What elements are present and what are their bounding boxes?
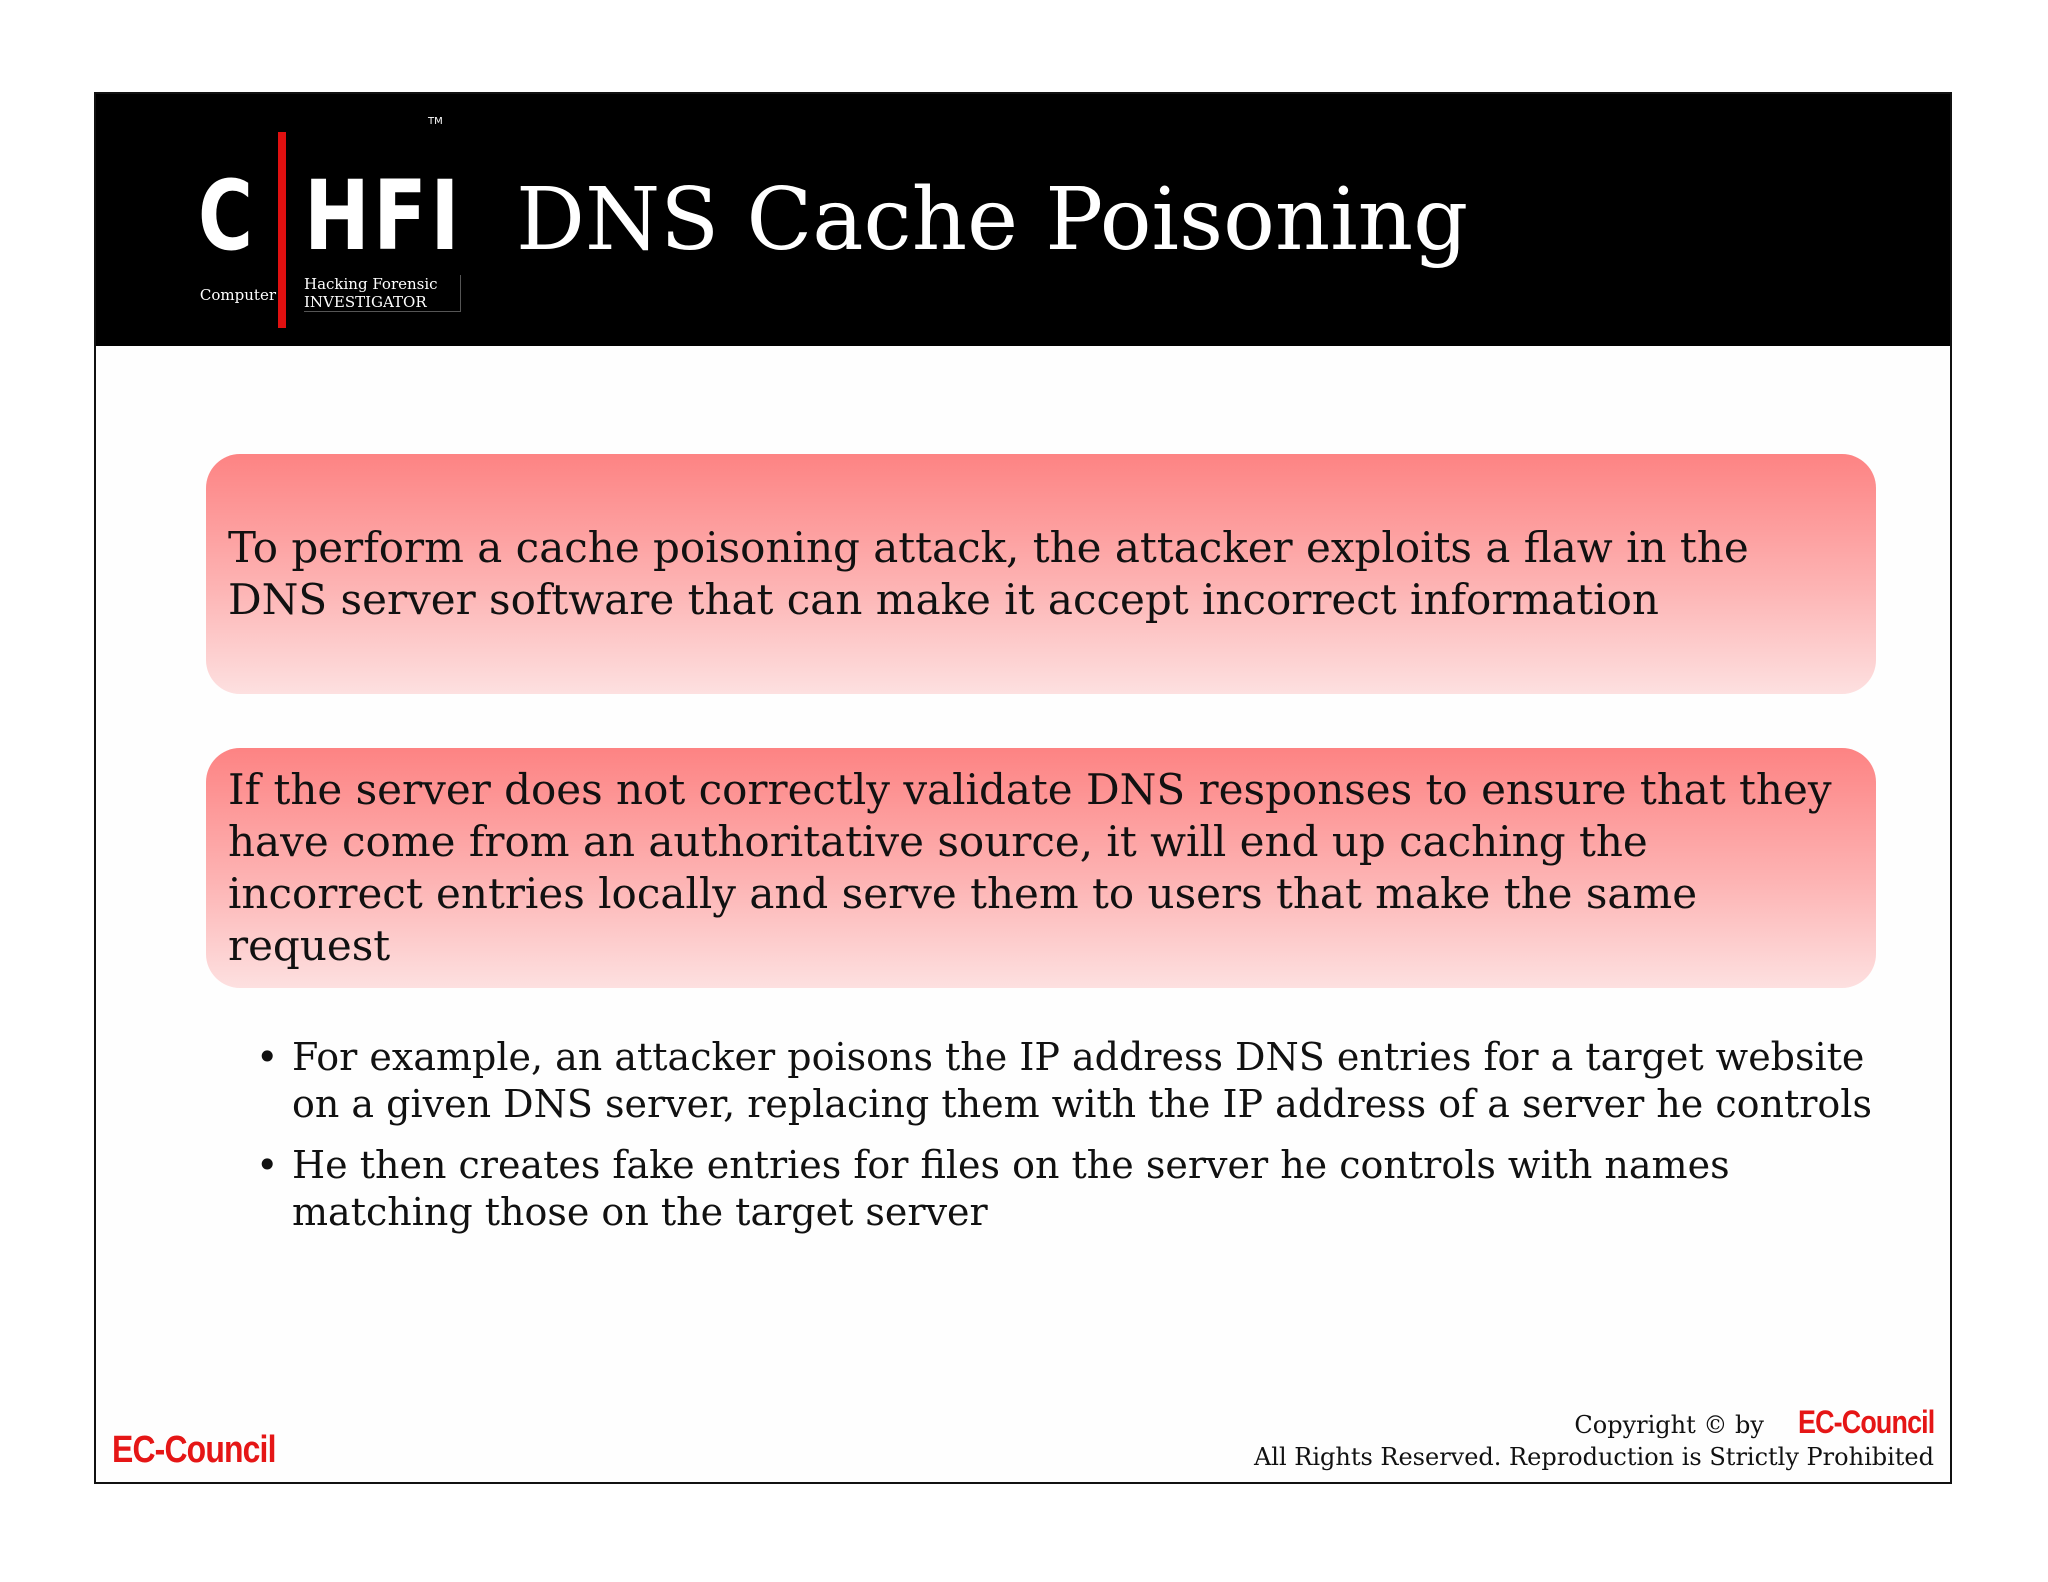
- bullet-item: • He then creates fake entries for files on the server he controls with names matching those on the target server: [256, 1142, 1896, 1236]
- copyright-brand-logo: EC-Council: [1797, 1404, 1934, 1440]
- logo-red-bar: [278, 132, 286, 328]
- callout-box-attack-flaw: [206, 454, 1876, 694]
- bullet-item: • For example, an attacker poisons the IP address DNS entries for a target website on a given DNS server, replacing them with the IP address of a server he controls: [256, 1034, 1896, 1128]
- logo-letter-c: C: [198, 160, 253, 272]
- logo-subtitle-line1: Hacking Forensic: [304, 275, 438, 293]
- callout-box-validation: [206, 748, 1876, 988]
- copyright-prefix: Copyright © by: [1574, 1411, 1764, 1439]
- slide: [94, 92, 1952, 1484]
- footer-ec-council-logo: EC-Council: [112, 1429, 276, 1471]
- callout-text: If the server does not correctly validate DNS responses to ensure that they have come from an authoritative source, it will end up caching the incorrect entries locally and serve them to users that make the same request: [228, 765, 1832, 970]
- bullet-list: [256, 1034, 1896, 1250]
- callout-text: To perform a cache poisoning attack, the attacker exploits a flaw in the DNS server software that can make it accept incorrect information: [228, 523, 1749, 624]
- logo-trademark: TM: [428, 116, 443, 127]
- logo-subtitle-line2: INVESTIGATOR: [304, 293, 427, 311]
- footer-copyright: [1254, 1406, 1934, 1473]
- page-title: DNS Cache Poisoning: [516, 170, 1469, 270]
- rights-reserved-text: All Rights Reserved. Reproduction is Strictly Prohibited: [1253, 1443, 1934, 1471]
- chfi-logo: [136, 112, 463, 332]
- logo-letters-hfi: HFI: [304, 160, 463, 272]
- logo-computer-label: Computer: [199, 286, 276, 304]
- slide-header: [96, 94, 1950, 346]
- copyright-line: [1254, 1406, 1934, 1441]
- logo-subtitle: [304, 275, 461, 312]
